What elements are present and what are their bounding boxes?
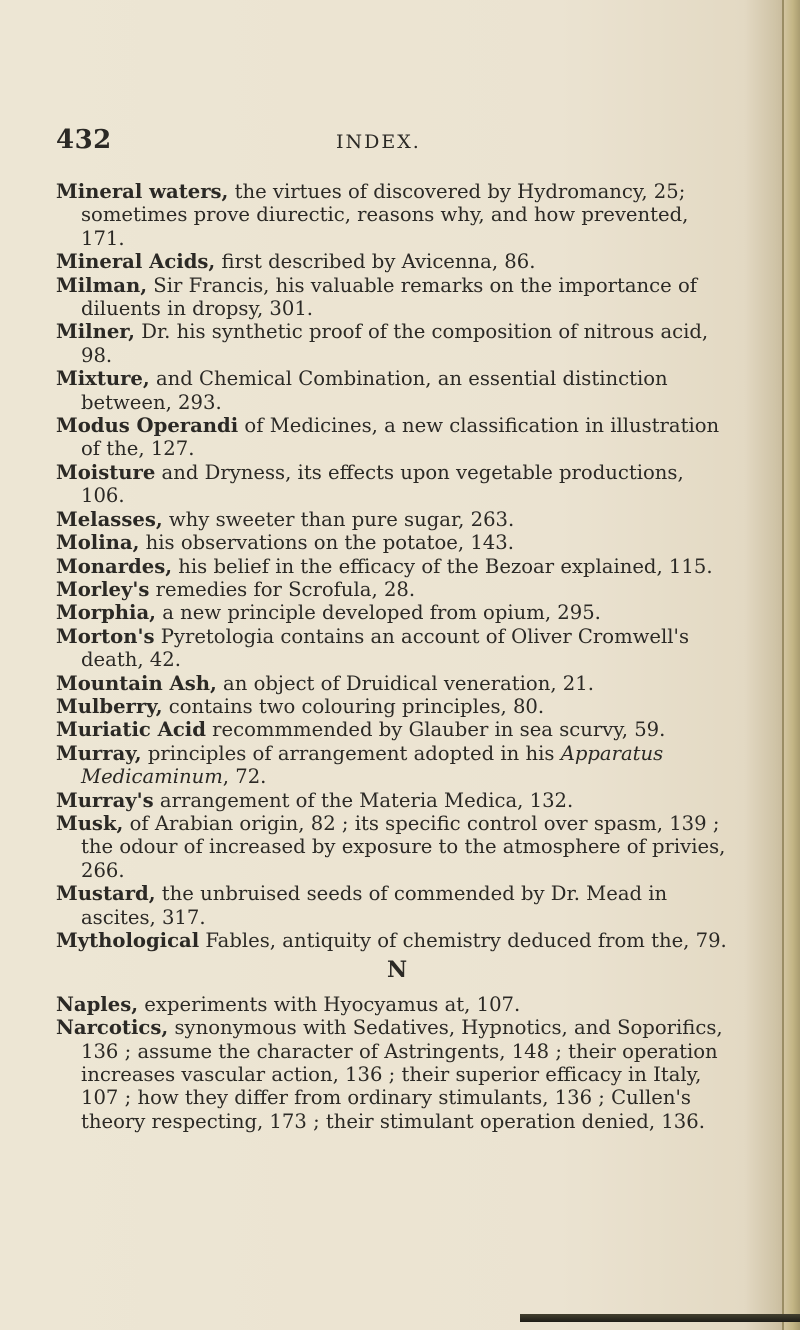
entry-text: his belief in the efficacy of the Bezoar explained, 115. <box>172 554 713 578</box>
index-entry <box>56 718 728 741</box>
index-entry <box>56 180 728 250</box>
index-entry <box>56 742 728 789</box>
entry-text: and Dryness, its effects upon vegetable productions, 106. <box>81 460 684 508</box>
entry-text: experiments with Hyocyamus at, 107. <box>138 992 521 1016</box>
index-entry <box>56 812 728 882</box>
section-letter: N <box>386 957 408 984</box>
index-entry <box>56 993 728 1016</box>
entry-heading: Morley's <box>56 577 150 601</box>
index-entry <box>56 320 728 367</box>
entry-heading: Mineral Acids, <box>56 250 216 274</box>
entry-text: and Chemical Combination, an essential distinction between, 293. <box>81 367 668 414</box>
entry-heading: Murray's <box>56 788 154 812</box>
entry-heading: Modus Operandi <box>56 414 239 438</box>
entry-heading: Mixture, <box>56 367 150 391</box>
index-entry <box>56 601 728 624</box>
index-entry <box>56 274 728 321</box>
entry-text: recommmended by Glauber in sea scurvy, 59. <box>205 718 666 742</box>
index-entry <box>56 672 728 695</box>
entry-text: of Medicines, a new classification in illustration of the, 127. <box>81 414 720 461</box>
index-entry <box>56 929 728 952</box>
entry-heading: Mythological <box>56 929 200 952</box>
entry-heading: Milner, <box>56 320 136 344</box>
entry-text: the unbruised seeds of commended by Dr. Mead in ascites, 317. <box>81 882 668 929</box>
entry-heading: Mountain Ash, <box>56 671 217 695</box>
index-entry <box>56 695 728 718</box>
index-entry <box>56 1016 728 1133</box>
book-gutter <box>782 0 800 1330</box>
entry-heading: Murray, <box>56 741 142 765</box>
index-entry <box>56 250 728 273</box>
entry-heading: Mulberry, <box>56 694 163 718</box>
entry-text: his observations on the potatoe, 143. <box>139 531 514 555</box>
entry-heading: Molina, <box>56 531 140 555</box>
entry-text: principles of arrangement adopted in his <box>141 741 561 765</box>
entry-heading: Mineral waters, <box>56 180 229 203</box>
index-entry <box>56 531 728 554</box>
entry-text: why sweeter than pure sugar, 263. <box>162 507 515 531</box>
entry-heading: Milman, <box>56 273 148 297</box>
page-header <box>0 125 800 165</box>
bottom-rule <box>520 1314 800 1322</box>
entry-text: Sir Francis, his valuable remarks on the importance of diluents in dropsy, 301. <box>81 273 698 321</box>
entry-heading: Narcotics, <box>56 1016 169 1040</box>
index-entry <box>56 555 728 578</box>
entry-text: contains two colouring principles, 80. <box>162 694 545 718</box>
gutter-edge <box>782 0 784 1330</box>
index-entry <box>56 461 728 508</box>
entry-heading: Melasses, <box>56 507 163 531</box>
index-entry <box>56 508 728 531</box>
index-entry <box>56 882 728 929</box>
index-entry <box>56 367 728 414</box>
entry-heading: Naples, <box>56 992 139 1016</box>
entry-text-tail: , 72. <box>222 765 267 789</box>
running-head: INDEX. <box>336 131 421 153</box>
entry-text: arrangement of the Materia Medica, 132. <box>153 788 574 812</box>
entry-text: a new principle developed from opium, 295. <box>156 601 601 625</box>
entry-heading: Musk, <box>56 811 124 835</box>
entry-heading: Morphia, <box>56 601 156 625</box>
index-entry <box>56 578 728 601</box>
entry-text: Pyretologia contains an account of Oliver Cromwell's death, 42. <box>81 624 689 672</box>
entry-heading: Monardes, <box>56 554 173 578</box>
entry-heading: Mustard, <box>56 882 156 906</box>
entry-heading: Muriatic Acid <box>56 718 206 742</box>
entry-text: an object of Druidical veneration, 21. <box>216 671 594 695</box>
entry-heading: Moisture <box>56 460 156 484</box>
entry-title-italic: Apparatus Medicaminum <box>81 741 664 789</box>
entry-text: synonymous with Sedatives, Hypnotics, and Soporifics, 136 ; assume the character of Astringents, 148 ; their operation increases vascular action, 136 ; their superior efficacy in Italy, 107 ; how they differ from ordinary stimulants, 136 ; Cullen's theory respecting, 173 ; their stimulant operation denied, 136. <box>81 1016 723 1133</box>
index-entry <box>56 625 728 672</box>
entry-text: Fables, antiquity of chemistry deduced from the, 79. <box>199 929 727 952</box>
entry-text: remedies for Scrofula, 28. <box>149 577 416 601</box>
index-body <box>56 180 728 1133</box>
page-number: 432 <box>56 125 112 155</box>
index-entry <box>56 789 728 812</box>
entry-heading: Morton's <box>56 624 155 648</box>
index-entry <box>56 414 728 461</box>
entry-text: the virtues of discovered by Hydromancy, 25; sometimes prove diurectic, reasons why, and how prevented, 171. <box>81 180 689 250</box>
entry-text: first described by Avicenna, 86. <box>215 250 536 274</box>
entry-text: Dr. his synthetic proof of the composition of nitrous acid, 98. <box>81 320 709 367</box>
entry-text: of Arabian origin, 82 ; its specific control over spasm, 139 ; the odour of increased by exposure to the atmosphere of privies, 266. <box>81 811 726 882</box>
